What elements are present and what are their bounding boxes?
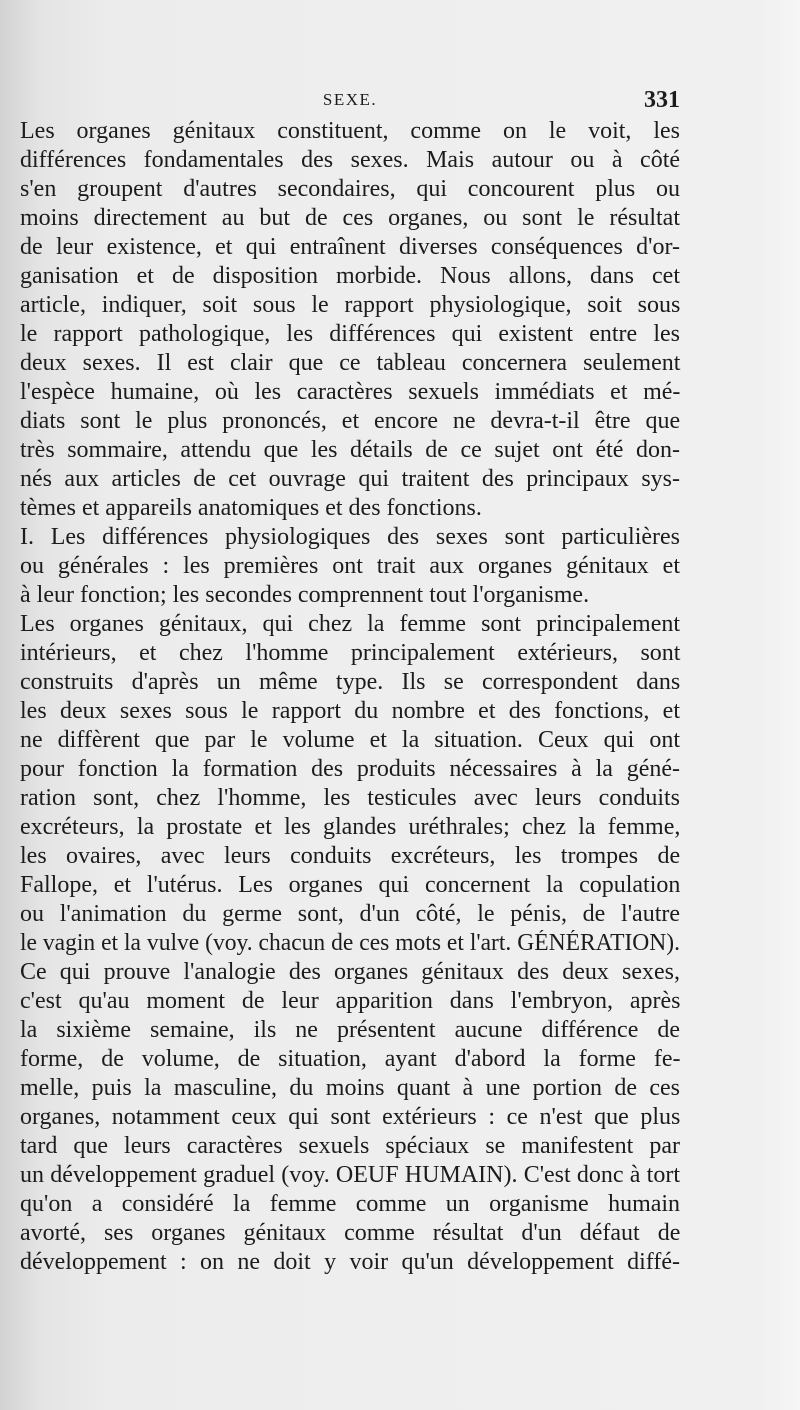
text-line: forme, de volume, de situation, ayant d'abord la forme fe- [20,1046,681,1072]
text-line: développement : on ne doit y voir qu'un développement diffé- [20,1249,680,1275]
text-line: un développement graduel (voy. OEUF HUMAIN). C'est donc à tort [20,1162,680,1188]
text-line: tèmes et appareils anatomiques et des fonctions. [20,495,482,521]
text-line: construits d'après un même type. Ils se correspondent dans [20,669,681,695]
page-number: 331 [644,87,680,113]
text-line: I. Les différences physiologiques des sexes sont particulières [20,524,680,550]
text-line: Les organes génitaux constituent, comme on le voit, les [20,118,680,144]
text-line: ganisation et de disposition morbide. Nous allons, dans cet [20,263,680,289]
text-line: avorté, ses organes génitaux comme résultat d'un défaut de [20,1220,681,1246]
text-line: très sommaire, attendu que les détails de ce sujet ont été don- [20,437,680,463]
body-text [20,117,680,1277]
text-line: de leur existence, et qui entraînent diverses conséquences d'or- [20,234,680,260]
text-line: excréteurs, la prostate et les glandes uréthrales; chez la femme, [20,814,681,840]
text-line: ou l'animation du germe sont, d'un côté, le pénis, de l'autre [20,901,680,927]
text-line: organes, notamment ceux qui sont extérieurs : ce n'est que plus [20,1104,681,1130]
text-line: les deux sexes sous le rapport du nombre et des fonctions, et [20,698,680,724]
text-line: le vagin et la vulve (voy. chacun de ces mots et l'art. GÉNÉRATION). [20,930,680,956]
text-line: l'espèce humaine, où les caractères sexuels immédiats et mé- [20,379,681,405]
text-line: le rapport pathologique, les différences qui existent entre les [20,321,680,347]
text-line: la sixième semaine, ils ne présentent aucune différence de [20,1017,680,1043]
text-line: moins directement au but de ces organes, ou sont le résultat [20,205,680,231]
text-line: deux sexes. Il est clair que ce tableau concernera seulement [20,350,681,376]
text-line: ou générales : les premières ont trait aux organes génitaux et [20,553,680,579]
text-line: pour fonction la formation des produits nécessaires à la géné- [20,756,680,782]
text-line: ration sont, chez l'homme, les testicules avec leurs conduits [20,785,680,811]
text-line: intérieurs, et chez l'homme principalement extérieurs, sont [20,640,681,666]
text-line: s'en groupent d'autres secondaires, qui concourent plus ou [20,176,680,202]
text-line: Ce qui prouve l'analogie des organes génitaux des deux sexes, [20,959,680,985]
text-line: différences fondamentales des sexes. Mais autour ou à côté [20,147,681,173]
text-line: Fallope, et l'utérus. Les organes qui concernent la copulation [20,872,681,898]
page-header [20,85,680,115]
text-line: melle, puis la masculine, du moins quant à une portion de ces [20,1075,680,1101]
text-line: à leur fonction; les secondes comprennent tout l'organisme. [20,582,590,608]
text-line: qu'on a considéré la femme comme un organisme humain [20,1191,681,1217]
text-line: diats sont le plus prononcés, et encore ne devra-t-il être que [20,408,681,434]
text-line: les ovaires, avec leurs conduits excréteurs, les trompes de [20,843,681,869]
running-head: SEXE. [322,90,378,109]
text-line: nés aux articles de cet ouvrage qui traitent des principaux sys- [20,466,680,492]
text-line: Les organes génitaux, qui chez la femme sont principalement [20,611,681,637]
text-line: ne diffèrent que par le volume et la situation. Ceux qui ont [20,727,680,753]
text-line: article, indiquer, soit sous le rapport physiologique, soit sous [20,292,681,318]
text-line: c'est qu'au moment de leur apparition dans l'embryon, après [20,988,681,1014]
text-line: tard que leurs caractères sexuels spéciaux se manifestent par [20,1133,680,1159]
